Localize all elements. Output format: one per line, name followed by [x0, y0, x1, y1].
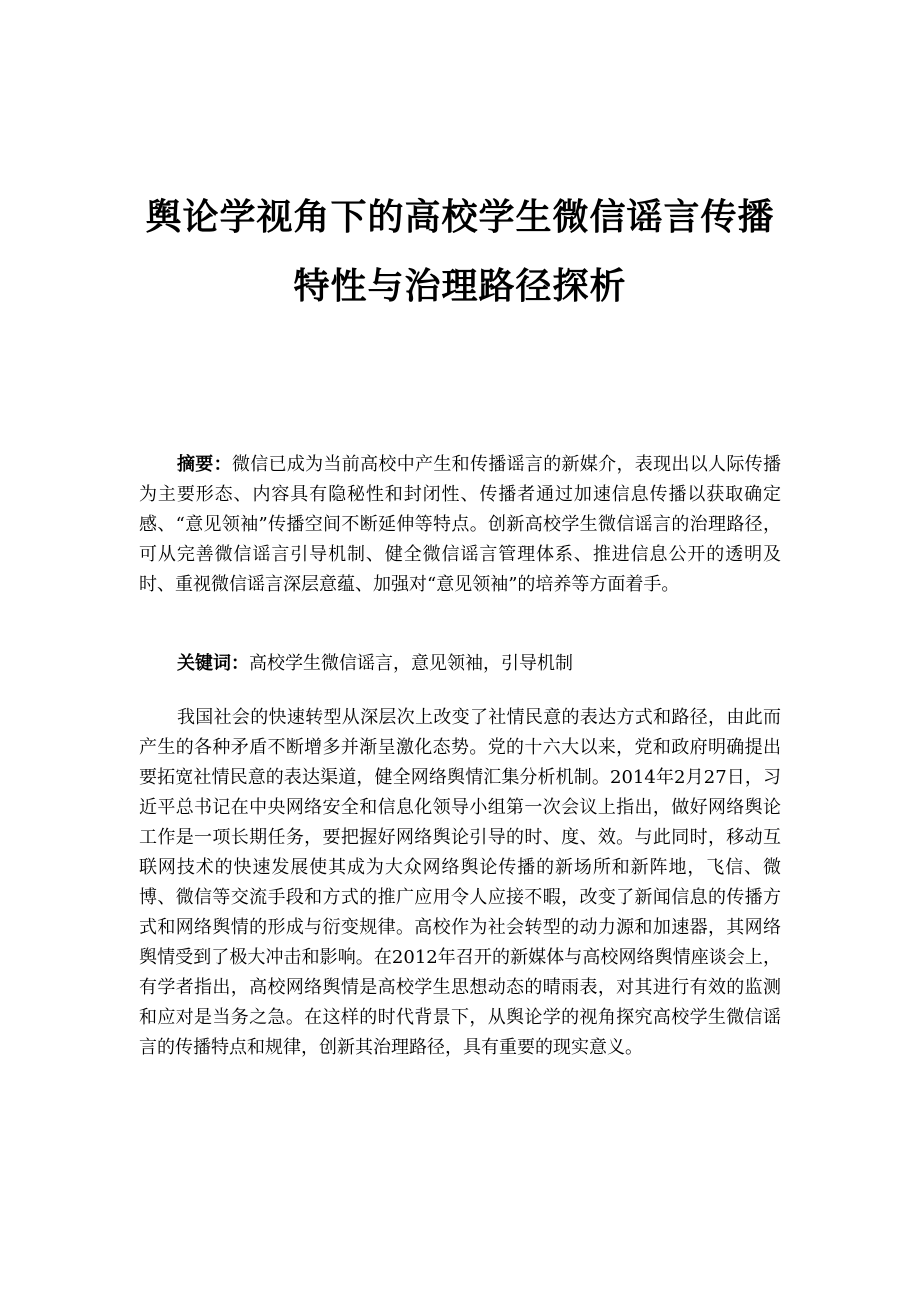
keywords-text: 高校学生微信谣言，意见领袖，引导机制 — [249, 653, 573, 674]
paper-title-line-1: 舆论学视角下的高校学生微信谣言传播 — [145, 197, 775, 238]
abstract-label: 摘要： — [177, 454, 232, 475]
keywords-label: 关键词： — [177, 653, 249, 674]
abstract-text: 微信已成为当前高校中产生和传播谣言的新媒介，表现出以人际传播为主要形态、内容具有隐秘性和封闭性、传播者通过加速信息传播以获取确定感、“意见领袖”传播空间不断延伸等特点。创新高校学生微信谣言的治理路径，可从完善微信谣言引导机制、健全微信谣言管理体系、推进信息公开的透明及时、重视微信谣言深层意蕴、加强对“意见领袖”的培养等方面着手。 — [139, 454, 781, 595]
paper-title-line-2: 特性与治理路径探析 — [293, 266, 627, 307]
keywords-paragraph — [139, 649, 781, 679]
abstract-paragraph — [139, 450, 781, 600]
intro-paragraph: 我国社会的快速转型从深层次上改变了社情民意的表达方式和路径，由此而产生的各种矛盾不断增多并渐呈激化态势。党的十六大以来，党和政府明确提出要拓宽社情民意的表达渠道，健全网络舆情汇集分析机制。2014年2月27日，习近平总书记在中央网络安全和信息化领导小组第一次会议上指出，做好网络舆论工作是一项长期任务，要把握好网络舆论引导的时、度、效。与此同时，移动互联网技术的快速发展使其成为大众网络舆论传播的新场所和新阵地，飞信、微博、微信等交流手段和方式的推广应用令人应接不暇，改变了新闻信息的传播方式和网络舆情的形成与衍变规律。高校作为社会转型的动力源和加速器，其网络舆情受到了极大冲击和影响。在2012年召开的新媒体与高校网络舆情座谈会上，有学者指出，高校网络舆情是高校学生思想动态的晴雨表，对其进行有效的监测和应对是当务之急。在这样的时代背景下，从舆论学的视角探究高校学生微信谣言的传播特点和规律，创新其治理路径，具有重要的现实意义。 — [139, 707, 781, 1058]
